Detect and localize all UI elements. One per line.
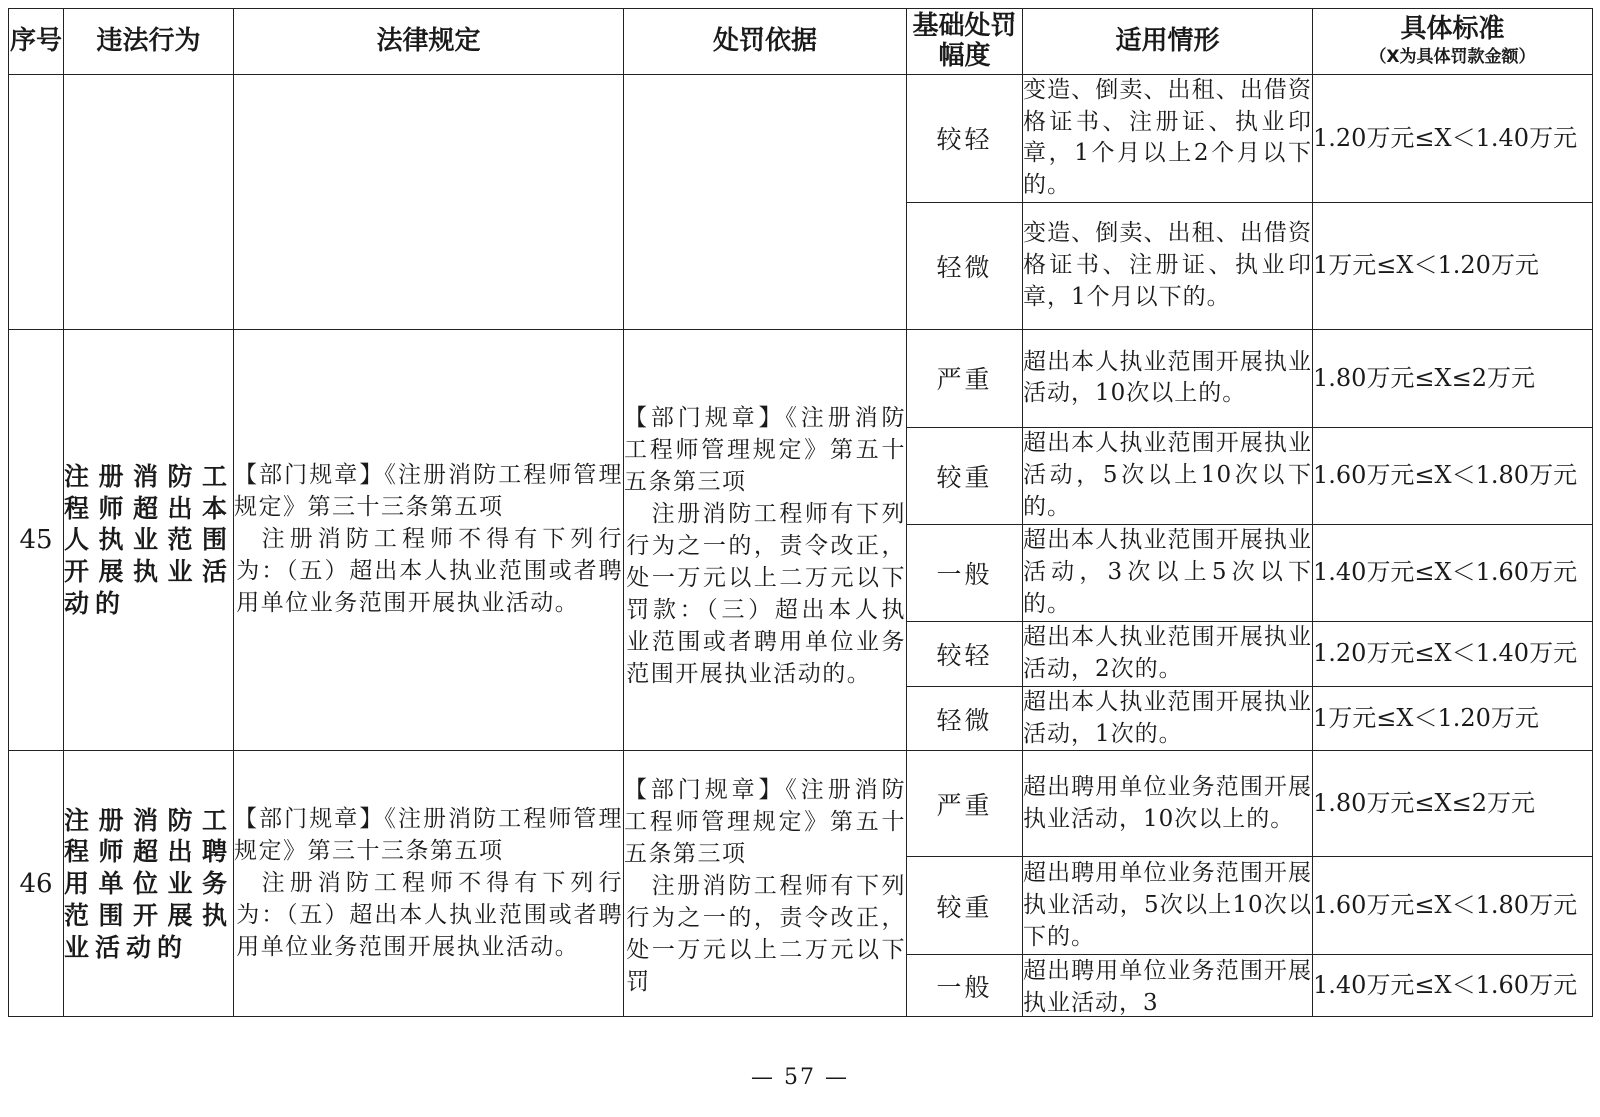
level-cell: 较重 xyxy=(907,857,1023,955)
basis-text: 注册消防工程师有下列行为之一的，责令改正，处一万元以上二万元以下罚款：（三）超出本人执业范围或者聘用单位业务范围开展执业活动的。 xyxy=(626,501,906,688)
penalty-standards-table xyxy=(8,8,1593,1017)
situation-cell: 超出聘用单位业务范围开展执业活动，5次以上10次以下的。 xyxy=(1023,857,1313,955)
header-standard-note: （X为具体罚款金额） xyxy=(1369,47,1536,68)
standard-cell: 1.80万元≤X≤2万元 xyxy=(1313,329,1593,427)
situation-cell: 超出本人执业范围开展执业活动，2次的。 xyxy=(1023,621,1313,686)
law-cell xyxy=(234,751,624,1017)
standard-cell: 1万元≤X＜1.20万元 xyxy=(1313,686,1593,750)
level-cell: 较轻 xyxy=(907,621,1023,686)
basis-heading: 【部门规章】《注册消防工程师管理规定》第五十五条第三项 xyxy=(624,777,906,867)
situation-cell: 变造、倒卖、出租、出借资格证书、注册证、执业印章，1个月以下的。 xyxy=(1023,202,1313,329)
situation-cell xyxy=(1023,955,1313,1017)
behavior-cell-empty xyxy=(64,75,234,330)
basis-heading: 【部门规章】《注册消防工程师管理规定》第五十五条第三项 xyxy=(624,405,906,496)
situation-cell: 超出本人执业范围开展执业活动，3次以上5次以下的。 xyxy=(1023,524,1313,621)
header-level: 基础处罚幅度 xyxy=(907,9,1023,75)
situation-cell: 超出本人执业范围开展执业活动，1次的。 xyxy=(1023,686,1313,750)
situation-cell: 变造、倒卖、出租、出借资格证书、注册证、执业印章，1个月以上2个月以下的。 xyxy=(1023,75,1313,203)
table-row xyxy=(9,75,1593,203)
situation-text: 超出聘用单位业务范围开展执业活动，3 xyxy=(1023,957,1312,1016)
level-cell: 一般 xyxy=(907,955,1023,1017)
header-standard-title: 具体标准 xyxy=(1400,14,1505,45)
level-cell: 严重 xyxy=(907,329,1023,427)
law-heading: 【部门规章】《注册消防工程师管理规定》第三十三条第五项 xyxy=(234,805,623,864)
behavior-cell: 注册消防工程师超出本人执业范围开展执业活动的 xyxy=(64,329,234,750)
seq-cell-empty xyxy=(9,75,64,330)
level-cell: 轻微 xyxy=(907,202,1023,329)
standard-cell: 1.80万元≤X≤2万元 xyxy=(1313,751,1593,857)
header-situation: 适用情形 xyxy=(1023,9,1313,75)
header-seq: 序号 xyxy=(9,9,64,75)
header-standard xyxy=(1313,9,1593,75)
law-cell xyxy=(234,329,624,750)
level-cell: 一般 xyxy=(907,524,1023,621)
header-basis: 处罚依据 xyxy=(624,9,907,75)
basis-text: 注册消防工程师有下列行为之一的，责令改正，处一万元以上二万元以下罚 xyxy=(626,872,906,995)
header-row xyxy=(9,9,1593,75)
law-cell-empty xyxy=(234,75,624,330)
standard-cell: 1.40万元≤X＜1.60万元 xyxy=(1313,524,1593,621)
header-behavior: 违法行为 xyxy=(64,9,234,75)
standard-cell: 1.60万元≤X＜1.80万元 xyxy=(1313,427,1593,524)
situation-cell: 超出本人执业范围开展执业活动，10次以上的。 xyxy=(1023,329,1313,427)
standard-cell: 1.20万元≤X＜1.40万元 xyxy=(1313,75,1593,203)
standard-cell: 1.20万元≤X＜1.40万元 xyxy=(1313,621,1593,686)
header-law: 法律规定 xyxy=(234,9,624,75)
table-row xyxy=(9,329,1593,427)
seq-cell: 45 xyxy=(9,329,64,750)
law-heading: 【部门规章】《注册消防工程师管理规定》第三十三条第五项 xyxy=(234,462,623,521)
level-cell: 轻微 xyxy=(907,686,1023,750)
basis-cell xyxy=(624,329,907,750)
law-text: 注册消防工程师不得有下列行为：（五）超出本人执业范围或者聘用单位业务范围开展执业活动。 xyxy=(236,869,623,960)
standard-cell: 1.40万元≤X＜1.60万元 xyxy=(1313,955,1593,1017)
behavior-cell: 注册消防工程师超出聘用单位业务范围开展执业活动的 xyxy=(64,751,234,1017)
situation-cell: 超出本人执业范围开展执业活动，5次以上10次以下的。 xyxy=(1023,427,1313,524)
situation-cell: 超出聘用单位业务范围开展执业活动，10次以上的。 xyxy=(1023,751,1313,857)
standard-cell: 1.60万元≤X＜1.80万元 xyxy=(1313,857,1593,955)
table-row xyxy=(9,751,1593,857)
page-number: — 57 — xyxy=(751,1065,849,1090)
level-cell: 严重 xyxy=(907,751,1023,857)
law-text: 注册消防工程师不得有下列行为：（五）超出本人执业范围或者聘用单位业务范围开展执业活动。 xyxy=(236,526,623,617)
seq-cell: 46 xyxy=(9,751,64,1017)
basis-cell xyxy=(624,751,907,1017)
standard-cell: 1万元≤X＜1.20万元 xyxy=(1313,202,1593,329)
level-cell: 较轻 xyxy=(907,75,1023,203)
basis-cell-empty xyxy=(624,75,907,330)
level-cell: 较重 xyxy=(907,427,1023,524)
